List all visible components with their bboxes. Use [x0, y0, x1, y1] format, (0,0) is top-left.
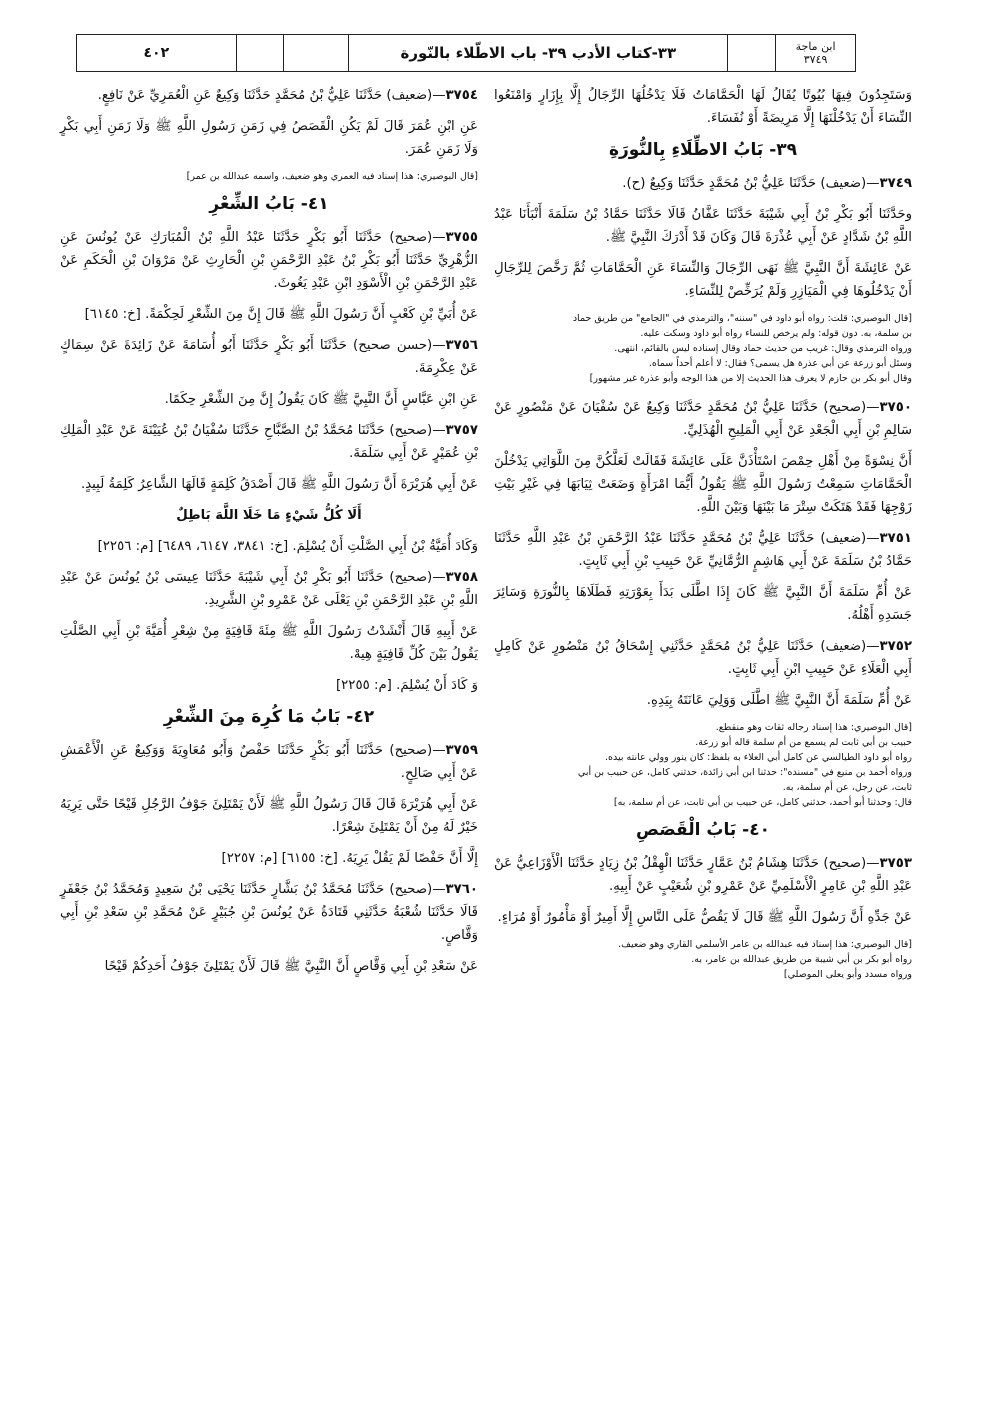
text-body: وَسَتَجِدُونَ فِيهَا بُيُوتًا يُقَالُ لَهَا الْحَمَّامَاتُ فَلَا يَدْخُلُهَا الرِّجَالُ إِلَّا بِإِزَارٍ وَامْنَعُوا النِّسَاءَ أَنْ يَدْخُلْنَهَا إِلَّا مَرِيضَةً أَوْ نُفَسَاءَ.	[494, 88, 912, 126]
header-spacer	[284, 35, 349, 71]
text-body: حَدَّثَنَا أَبُو بَكْرٍ حَدَّثَنَا حَفْصٌ وَأَبُو مُعَاوِيَةَ وَوَكِيعٌ عَنِ الْأَعْمَشِ عَنْ أَبِي صَالِحٍ.	[60, 743, 478, 781]
hadith-number: ٣٧٥٣	[879, 856, 912, 871]
hadith-grade: (صحيح)	[389, 882, 433, 897]
hadith-number: ٣٧٥٤	[445, 88, 478, 103]
footnote-line: ورواه مسدد وأبو يعلى الموصلي]	[783, 969, 912, 980]
hadith-chain: ٣٧٦٠—(صحيح) حَدَّثَنَا مُحَمَّدُ بْنُ بَشَّارٍ حَدَّثَنَا يَحْيَى بْنُ سَعِيدٍ وَمُحَمَّدُ بْنُ جَعْفَرٍ قَالَا حَدَّثَنَا شُعْبَةُ حَدَّثَنِي قَتَادَةُ عَنْ يُونُسَ بْنِ جُبَيْرٍ عَنْ مُحَمَّدِ بْنِ سَعْدِ بْنِ أَبِي وَقَّاصٍ.	[60, 882, 478, 943]
hadith-number: ٣٧٥٨	[445, 570, 478, 585]
footnote-line: ورواه أحمد بن منيع في "مسنده": حدثنا ابن أبي زائدة، حدثني كامل، عن حبيب بن أبي	[577, 767, 912, 778]
hadith-grade: (صحيح)	[389, 570, 433, 585]
hadith-text	[494, 84, 912, 130]
section-heading: ٤١- بَابُ الشِّعْرِ	[209, 194, 329, 214]
chapter-title: ٣٣-كتاب الأدب ٣٩- باب الاطّلاء بالنّورة	[349, 35, 728, 71]
text-body: حَدَّثَنَا عَلِيُّ بْنُ مُحَمَّدٍ حَدَّثَنِي إِسْحَاقُ بْنُ مَنْصُورٍ عَنْ كَامِلٍ أَبِي الْعَلَاءِ عَنْ حَبِيبِ ابْنِ أَبِي ثَابِتٍ.	[494, 639, 912, 677]
footnote-line: [قال البوصيري: هذا إسناد رجاله ثقات وهو منقطع.	[715, 722, 912, 733]
hadith-chain: ٣٧٥٠—(صحيح) حَدَّثَنَا عَلِيُّ بْنُ مُحَمَّدٍ حَدَّثَنَا وَكِيعٌ عَنْ سُفْيَانَ عَنْ مَنْصُورٍ عَنْ سَالِمِ بْنِ أَبِي الْجَعْدِ عَنْ أَبِي الْمَلِيحِ الْهُذَلِيِّ.	[494, 400, 912, 438]
book-name: ابن ماجة	[795, 40, 836, 53]
hadith-grade: (ضعيف)	[386, 88, 433, 103]
hadith-number: ٣٧٤٩	[879, 176, 912, 191]
right-column	[494, 84, 912, 992]
hadith-text	[494, 906, 912, 929]
poem-line	[60, 504, 478, 527]
hadith-text	[60, 388, 478, 411]
hadith-grade: (صحيح)	[823, 856, 867, 871]
text-body: عَنْ أَبِيهِ قَالَ أَنْشَدْتُ رَسُولَ اللَّهِ ﷺ مِئَةَ قَافِيَةٍ مِنْ شِعْرِ أُمَيَّةَ بْنِ أَبِي الصَّلْتِ يَقُولُ بَيْنَ كُلِّ قَافِيَةٍ هِيهْ.	[60, 624, 478, 662]
hadith-grade: (صحيح)	[823, 400, 867, 415]
text-body: إِلَّا أَنَّ حَفْصًا لَمْ يَقُلْ يَرِيَهُ. [خ: ٦١٥٥] [م: ٢٢٥٧]	[221, 851, 478, 866]
hadith-grade: (ضعيف)	[820, 531, 867, 546]
text-body: عَنْ أَبِي هُرَيْرَةَ أَنَّ رَسُولَ اللَّهِ ﷺ قَالَ أَصْدَقُ كَلِمَةٍ قَالَهَا الشَّاعِرُ كَلِمَةُ لَبِيدٍ.	[80, 477, 478, 492]
text-body: عَنْ أَبِي هُرَيْرَةَ قَالَ قَالَ رَسُولُ اللَّهِ ﷺ لَأَنْ يَمْتَلِئَ جَوْفُ الرَّجُلِ قَيْحًا حَتَّى يَرِيَهُ خَيْرٌ لَهُ مِنْ أَنْ يَمْتَلِئَ شِعْرًا.	[60, 797, 478, 835]
left-column	[60, 84, 478, 986]
text-body: حَدَّثَنَا عَلِيُّ بْنُ مُحَمَّدٍ حَدَّثَنَا وَكِيعٌ (ح).	[622, 176, 821, 191]
hadith-text	[60, 793, 478, 839]
hadith-text	[60, 955, 478, 978]
book-reference	[776, 35, 855, 71]
hadith-text	[60, 620, 478, 666]
hadith-text	[60, 847, 478, 870]
text-body: عَنْ سَعْدِ بْنِ أَبِي وَقَّاصٍ أَنَّ النَّبِيَّ ﷺ قَالَ لَأَنْ يَمْتَلِئَ جَوْفُ أَحَدِكُمْ قَيْحًا	[104, 959, 478, 974]
hadith-text	[494, 581, 912, 627]
hadith-text	[60, 535, 478, 558]
text-body: وَكَادَ أُمَيَّةُ بْنُ أَبِي الصَّلْتِ أَنْ يُسْلِمَ. [خ: ٣٨٤١، ٦١٤٧، ٦٤٨٩] [م: ٢٢٥٦]	[97, 539, 478, 554]
text-body: أَلَا كُلُّ شَيْءٍ مَا خَلَا اللَّهَ بَاطِلٌ	[176, 508, 362, 523]
hadith-text	[494, 257, 912, 303]
text-body: حَدَّثَنَا عَلِيُّ بْنُ مُحَمَّدٍ حَدَّثَنَا وَكِيعٌ عَنْ سُفْيَانَ عَنْ مَنْصُورٍ عَنْ سَالِمِ بْنِ أَبِي الْجَعْدِ عَنْ أَبِي الْمَلِيحِ الْهُذَلِيِّ.	[494, 400, 912, 438]
footnote	[494, 311, 912, 386]
text-body: وَ كَادَ أَنْ يُسْلِمَ. [م: ٢٢٥٥]	[335, 678, 478, 693]
footnote-line: حبيب بن أبي ثابت لم يسمع من أم سلمة قاله أبو زرعة.	[695, 737, 912, 748]
footnote-line: [قال البوصيري: هذا إسناد فيه عبدالله بن عامر الأسلمي القاري وهو ضعيف.	[618, 939, 912, 950]
hadith-chain: ٣٧٥٤—(ضعيف) حَدَّثَنَا عَلِيُّ بْنُ مُحَمَّدٍ حَدَّثَنَا وَكِيعٌ عَنِ الْعُمَرِيِّ عَنْ نَافِعٍ.	[97, 88, 478, 103]
hadith-number: ٣٧٥٠	[879, 400, 912, 415]
hadith-number: ٣٧٥٩	[445, 743, 478, 758]
hadith-number: ٣٧٥٢	[879, 639, 912, 654]
footnote-line: [قال البوصيري: هذا إسناد فيه العمري وهو ضعيف، واسمه عبدالله بن عمر]	[186, 171, 478, 182]
hadith-range: ٣٧٤٩	[803, 53, 828, 66]
text-body: عَنْ أُمِّ سَلَمَةَ أَنَّ النَّبِيَّ ﷺ كَانَ إِذَا اطَّلَى بَدَأَ بِعَوْرَتِهِ فَطَلَاهَا بِالنُّورَةِ وَسَائِرَ جَسَدِهِ أَهْلُهُ.	[494, 585, 912, 623]
text-body: وحَدَّثَنَا أَبُو بَكْرِ بْنُ أَبِي شَيْبَةَ حَدَّثَنَا عَفَّانُ قَالَا حَدَّثَنَا حَمَّادُ بْنُ سَلَمَةَ أَنْبَأَنَا عَبْدُ اللَّهِ بْنُ شَدَّادٍ عَنْ أَبِي عُذْرَةَ قَالَ وَكَانَ قَدْ أَدْرَكَ النَّبِيَّ ﷺ.	[494, 207, 912, 245]
hadith-grade: (ضعيف)	[820, 176, 867, 191]
page-number: ٤٠٢	[77, 35, 237, 71]
text-body: عَنْ أُبَيِّ بْنِ كَعْبٍ أَنَّ رَسُولَ اللَّهِ ﷺ قَالَ إِنَّ مِنَ الشِّعْرِ لَحِكْمَةً. [خ: ٦١٤٥]	[84, 307, 478, 322]
footnote-line: ورواه الترمذي وقال: غريب من حديث حماد وقال إسناده ليس بالقائم، انتهى.	[614, 343, 912, 354]
hadith-number: ٣٧٥٥	[445, 230, 478, 245]
hadith-text	[494, 450, 912, 519]
page-header	[76, 34, 856, 72]
hadith-text	[60, 115, 478, 161]
footnote-line: رواه أبو داود الطيالسي عن كامل أبي العلاء به بلفظ: كان ينور وولي عانته بيده.	[605, 752, 912, 763]
hadith-chain: ٣٧٥٣—(صحيح) حَدَّثَنَا هِشَامُ بْنُ عَمَّارٍ حَدَّثَنَا الْهِقْلُ بْنُ زِيَادٍ حَدَّثَنَا الْأَوْزَاعِيُّ عَنْ عَبْدِ اللَّهِ بْنِ عَامِرٍ الْأَسْلَمِيِّ عَنْ عَمْرِو بْنِ شُعَيْبٍ عَنْ أَبِيهِ.	[494, 856, 912, 894]
hadith-text	[60, 473, 478, 496]
footnote-line: بن سلمة، به. دون قوله: ولم يرخص للنساء رواه أبو داود وسكت عليه.	[640, 328, 912, 339]
hadith-chain: ٣٧٤٩—(ضعيف) حَدَّثَنَا عَلِيُّ بْنُ مُحَمَّدٍ حَدَّثَنَا وَكِيعٌ (ح).	[622, 176, 912, 191]
hadith-number: ٣٧٥٧	[445, 423, 478, 438]
hadith-text	[494, 203, 912, 249]
hadith-grade: (ضعيف)	[820, 639, 867, 654]
text-body: حَدَّثَنَا أَبُو بَكْرٍ حَدَّثَنَا أَبُو أُسَامَةَ عَنْ زَائِدَةَ عَنْ سِمَاكٍ عَنْ عِكْرِمَةَ.	[60, 338, 478, 376]
section-heading: ٤٢- بَابُ مَا كُرِهَ مِنَ الشِّعْرِ	[163, 707, 375, 727]
footnote	[60, 169, 478, 184]
footnote-line: [قال البوصيري: قلت: رواه أبو داود في "سننه"، والترمذي في "الجامع" من طريق حماد	[572, 313, 912, 324]
text-body: عَنْ أُمِّ سَلَمَةَ أَنَّ النَّبِيَّ ﷺ اطَّلَى وَوَلِيَ عَانَتَهُ بِيَدِهِ.	[646, 693, 912, 708]
hadith-chain: ٣٧٥٢—(ضعيف) حَدَّثَنَا عَلِيُّ بْنُ مُحَمَّدٍ حَدَّثَنِي إِسْحَاقُ بْنُ مَنْصُورٍ عَنْ كَامِلٍ أَبِي الْعَلَاءِ عَنْ حَبِيبِ ابْنِ أَبِي ثَابِتٍ.	[494, 639, 912, 677]
footnote-line: قال: وحدثنا أبو أحمد، حدثني كامل، عن حبيب بن أبي ثابت، عن أم سلمة، به]	[613, 797, 912, 808]
footnote-line: وسئل أبو زرعة عن أبي عذرة هل يسمى؟ فقال: لا أعلم أحداً سماه.	[648, 358, 912, 369]
text-body: عَنْ جَدِّهِ أَنَّ رَسُولَ اللَّهِ ﷺ قَالَ لَا يَقُصُّ عَلَى النَّاسِ إِلَّا أَمِيرٌ أَوْ مَأْمُورٌ أَوْ مُرَاءٍ.	[497, 910, 912, 925]
hadith-text	[494, 689, 912, 712]
text-body: حَدَّثَنَا عَلِيُّ بْنُ مُحَمَّدٍ حَدَّثَنَا وَكِيعٌ عَنِ الْعُمَرِيِّ عَنْ نَافِعٍ.	[97, 88, 387, 103]
text-body: حَدَّثَنَا مُحَمَّدُ بْنُ بَشَّارٍ حَدَّثَنَا يَحْيَى بْنُ سَعِيدٍ وَمُحَمَّدُ بْنُ جَعْفَرٍ قَالَا حَدَّثَنَا شُعْبَةُ حَدَّثَنِي قَتَادَةُ عَنْ يُونُسَ بْنِ جُبَيْرٍ عَنْ مُحَمَّدِ بْنِ سَعْدِ بْنِ أَبِي وَقَّاصٍ.	[60, 882, 478, 943]
hadith-chain: ٣٧٥١—(ضعيف) حَدَّثَنَا عَلِيُّ بْنُ مُحَمَّدٍ حَدَّثَنَا عَبْدُ الرَّحْمَنِ بْنُ عَبْدِ اللَّهِ حَدَّثَنَا حَمَّادُ بْنُ سَلَمَةَ عَنْ أَبِي هَاشِمٍ الرُّمَّانِيِّ عَنْ حَبِيبِ بْنِ أَبِي ثَابِتٍ.	[494, 531, 912, 569]
footnote-line: ثابت، عن رجل، عن أم سلمة، به.	[782, 782, 912, 793]
hadith-number: ٣٧٥١	[879, 531, 912, 546]
section-heading: ٤٠- بَابُ الْقَصَصِ	[636, 820, 770, 840]
text-body: حَدَّثَنَا مُحَمَّدُ بْنُ الصَّبَّاحِ حَدَّثَنَا سُفْيَانُ بْنُ عُيَيْنَةَ عَنْ عَبْدِ الْمَلِكِ بْنِ عُمَيْرٍ عَنْ أَبِي سَلَمَةَ.	[60, 423, 478, 461]
hadith-grade: (صحيح)	[389, 230, 433, 245]
text-body: حَدَّثَنَا عَلِيُّ بْنُ مُحَمَّدٍ حَدَّثَنَا عَبْدُ الرَّحْمَنِ بْنُ عَبْدِ اللَّهِ حَدَّثَنَا حَمَّادُ بْنُ سَلَمَةَ عَنْ أَبِي هَاشِمٍ الرُّمَّانِيِّ عَنْ حَبِيبِ بْنِ أَبِي ثَابِتٍ.	[494, 531, 912, 569]
text-body: عَنِ ابْنِ عَبَّاسٍ أَنَّ النَّبِيَّ ﷺ كَانَ يَقُولُ إِنَّ مِنَ الشِّعْرِ حِكَمًا.	[164, 392, 478, 407]
hadith-text	[60, 674, 478, 697]
hadith-number: ٣٧٦٠	[445, 882, 478, 897]
text-body: أَنَّ نِسْوَةً مِنْ أَهْلِ حِمْصَ اسْتَأْذَنَّ عَلَى عَائِشَةَ فَقَالَتْ لَعَلَّكُنَّ مِنَ اللَّوَاتِي يَدْخُلْنَ الْحَمَّامَاتِ سَمِعْتُ رَسُولَ اللَّهِ ﷺ يَقُولُ أَيُّمَا امْرَأَةٍ وَضَعَتْ ثِيَابَهَا فِي غَيْرِ بَيْتِ زَوْجِهَا فَقَدْ هَتَكَتْ سِتْرَ مَا بَيْنَهَا وَبَيْنَ اللَّهِ.	[494, 454, 912, 515]
text-body: حَدَّثَنَا أَبُو بَكْرِ بْنُ أَبِي شَيْبَةَ حَدَّثَنَا عِيسَى بْنُ يُونُسَ عَنْ عَبْدِ اللَّهِ بْنِ عَبْدِ الرَّحْمَنِ بْنِ يَعْلَى عَنْ عَمْرِو بْنِ الشَّرِيدِ.	[60, 570, 478, 608]
text-body: عَنِ ابْنِ عُمَرَ قَالَ لَمْ يَكُنِ الْقَصَصُ فِي زَمَنِ رَسُولِ اللَّهِ ﷺ وَلَا زَمَنِ أَبِي بَكْرٍ وَلَا زَمَنِ عُمَرَ.	[60, 119, 478, 157]
footnote-line: رواه أبو بكر بن أبي شيبة من طريق عبدالله بن عامر، به.	[691, 954, 912, 965]
hadith-chain: ٣٧٥٧—(صحيح) حَدَّثَنَا مُحَمَّدُ بْنُ الصَّبَّاحِ حَدَّثَنَا سُفْيَانُ بْنُ عُيَيْنَةَ عَنْ عَبْدِ الْمَلِكِ بْنِ عُمَيْرٍ عَنْ أَبِي سَلَمَةَ.	[60, 423, 478, 461]
text-body: حَدَّثَنَا أَبُو بَكْرٍ حَدَّثَنَا عَبْدُ اللَّهِ بْنُ الْمُبَارَكِ عَنْ يُونُسَ عَنِ الزُّهْرِيِّ حَدَّثَنَا أَبُو بَكْرِ بْنُ عَبْدِ الرَّحْمَنِ بْنِ الْحَارِثِ عَنْ مَرْوَانَ بْنِ الْحَكَمِ عَنْ عَبْدِ الرَّحْمَنِ بْنِ الْأَسْوَدِ ابْنِ عَبْدِ يَغُوثَ.	[60, 230, 478, 291]
text-body: عَنْ عَائِشَةَ أَنَّ النَّبِيَّ ﷺ نَهَى الرِّجَالَ وَالنِّسَاءَ عَنِ الْحَمَّامَاتِ ثُمَّ رَخَّصَ لِلرِّجَالِ أَنْ يَدْخُلُوهَا فِي الْمَيَازِرِ وَلَمْ يُرَخِّصْ لِلنِّسَاءِ.	[494, 261, 912, 299]
hadith-grade: (صحيح)	[389, 423, 433, 438]
footnote	[494, 937, 912, 982]
hadith-text	[60, 303, 478, 326]
hadith-chain: ٣٧٥٨—(صحيح) حَدَّثَنَا أَبُو بَكْرِ بْنُ أَبِي شَيْبَةَ حَدَّثَنَا عِيسَى بْنُ يُونُسَ عَنْ عَبْدِ اللَّهِ بْنِ عَبْدِ الرَّحْمَنِ بْنِ يَعْلَى عَنْ عَمْرِو بْنِ الشَّرِيدِ.	[60, 570, 478, 608]
hadith-grade: (صحيح)	[389, 743, 433, 758]
hadith-grade: (حسن صحيح)	[353, 338, 433, 353]
footnote-line: وقال أبو بكر بن حازم لا يعرف هذا الحديث إلا من هذا الوجه وأبو عذرة غير مشهور]	[589, 373, 912, 384]
hadith-chain: ٣٧٥٥—(صحيح) حَدَّثَنَا أَبُو بَكْرٍ حَدَّثَنَا عَبْدُ اللَّهِ بْنُ الْمُبَارَكِ عَنْ يُونُسَ عَنِ الزُّهْرِيِّ حَدَّثَنَا أَبُو بَكْرِ بْنُ عَبْدِ الرَّحْمَنِ بْنِ الْحَارِثِ عَنْ مَرْوَانَ بْنِ الْحَكَمِ عَنْ عَبْدِ الرَّحْمَنِ بْنِ الْأَسْوَدِ ابْنِ عَبْدِ يَغُوثَ.	[60, 230, 478, 291]
header-spacer	[237, 35, 285, 71]
footnote	[494, 720, 912, 810]
hadith-chain: ٣٧٥٩—(صحيح) حَدَّثَنَا أَبُو بَكْرٍ حَدَّثَنَا حَفْصٌ وَأَبُو مُعَاوِيَةَ وَوَكِيعٌ عَنِ الْأَعْمَشِ عَنْ أَبِي صَالِحٍ.	[60, 743, 478, 781]
hadith-number: ٣٧٥٦	[445, 338, 478, 353]
hadith-chain: ٣٧٥٦—(حسن صحيح) حَدَّثَنَا أَبُو بَكْرٍ حَدَّثَنَا أَبُو أُسَامَةَ عَنْ زَائِدَةَ عَنْ سِمَاكٍ عَنْ عِكْرِمَةَ.	[60, 338, 478, 376]
text-body: حَدَّثَنَا هِشَامُ بْنُ عَمَّارٍ حَدَّثَنَا الْهِقْلُ بْنُ زِيَادٍ حَدَّثَنَا الْأَوْزَاعِيُّ عَنْ عَبْدِ اللَّهِ بْنِ عَامِرٍ الْأَسْلَمِيِّ عَنْ عَمْرِو بْنِ شُعَيْبٍ عَنْ أَبِيهِ.	[494, 856, 912, 894]
section-heading: ٣٩- بَابُ الاطِّلَاءِ بِالنُّورَةِ	[608, 140, 798, 160]
header-spacer	[728, 35, 776, 71]
